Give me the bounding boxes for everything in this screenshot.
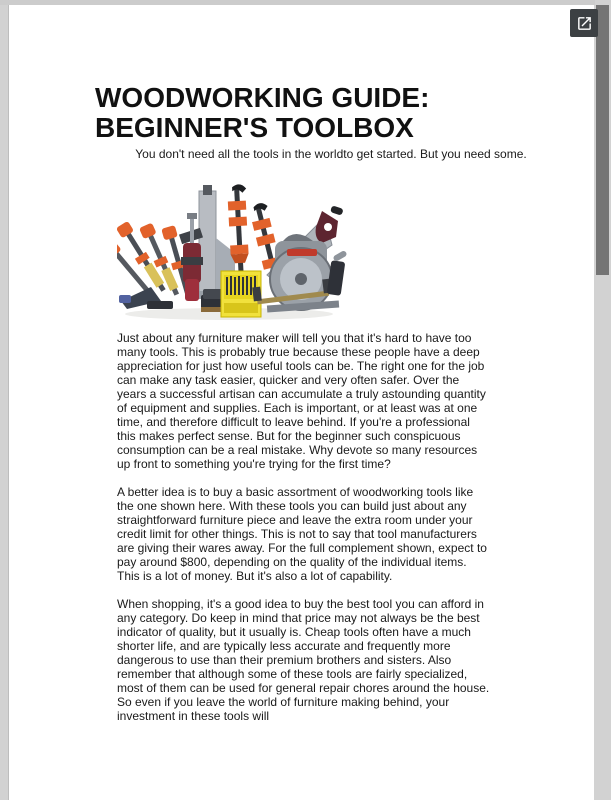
- scrollbar-thumb[interactable]: [596, 5, 609, 275]
- scrollbar-track[interactable]: [595, 0, 611, 800]
- open-in-new-icon: [576, 15, 593, 32]
- body-paragraph: When shopping, it's a good idea to buy the best tool you can afford in any category. Do keep in mind that price may not always be the best indicator of quality, but it usually is. Cheap tools often have a much shorter life, and are typically less accurate and frequently more dangerous to use than their premium brothers and sisters. Also remember that although some of these tools are fairly specialized, most of them can be used for general repair chores around the house. So even if you leave the world of furniture making behind, your investment in these tools will: [117, 597, 490, 723]
- body-paragraph: A better idea is to buy a basic assortment of woodworking tools like the one shown here. With these tools you can build just about any straightforward furniture piece and leave the extra room under your credit limit for other things. This is not to say that tool manufacturers are giving their wares away. For the full complement shown, expect to pay around $800, depending on the quality of the individual items. This is a lot of money. But it's also a lot of capability.: [117, 485, 487, 583]
- popout-button[interactable]: [570, 9, 598, 37]
- page-subtitle: You don't need all the tools in the worldto get started. But you need some.: [135, 147, 527, 161]
- page-title: WOODWORKING GUIDE: BEGINNER'S TOOLBOX: [95, 82, 430, 143]
- tools-photo: [117, 183, 347, 323]
- document-page: [8, 5, 594, 800]
- top-edge-strip: [0, 0, 611, 5]
- woodworking-tools-illustration: [117, 183, 347, 323]
- body-paragraph: Just about any furniture maker will tell you that it's hard to have too many tools. This is probably true because these people have a deep appreciation for just how useful tools can be. The right one for the job can make any task easier, quicker and very often safer. Over the years a successful artisan can accumulate a truly astounding quantity of equipment and supplies. Each is important, or at least was at one time, and therefore difficult to leave behind. If you're a professional this makes perfect sense. But for the beginner such conspicuous consumption can be a real mistake. Why devote so many resources up front to something you're trying for the first time?: [117, 331, 486, 471]
